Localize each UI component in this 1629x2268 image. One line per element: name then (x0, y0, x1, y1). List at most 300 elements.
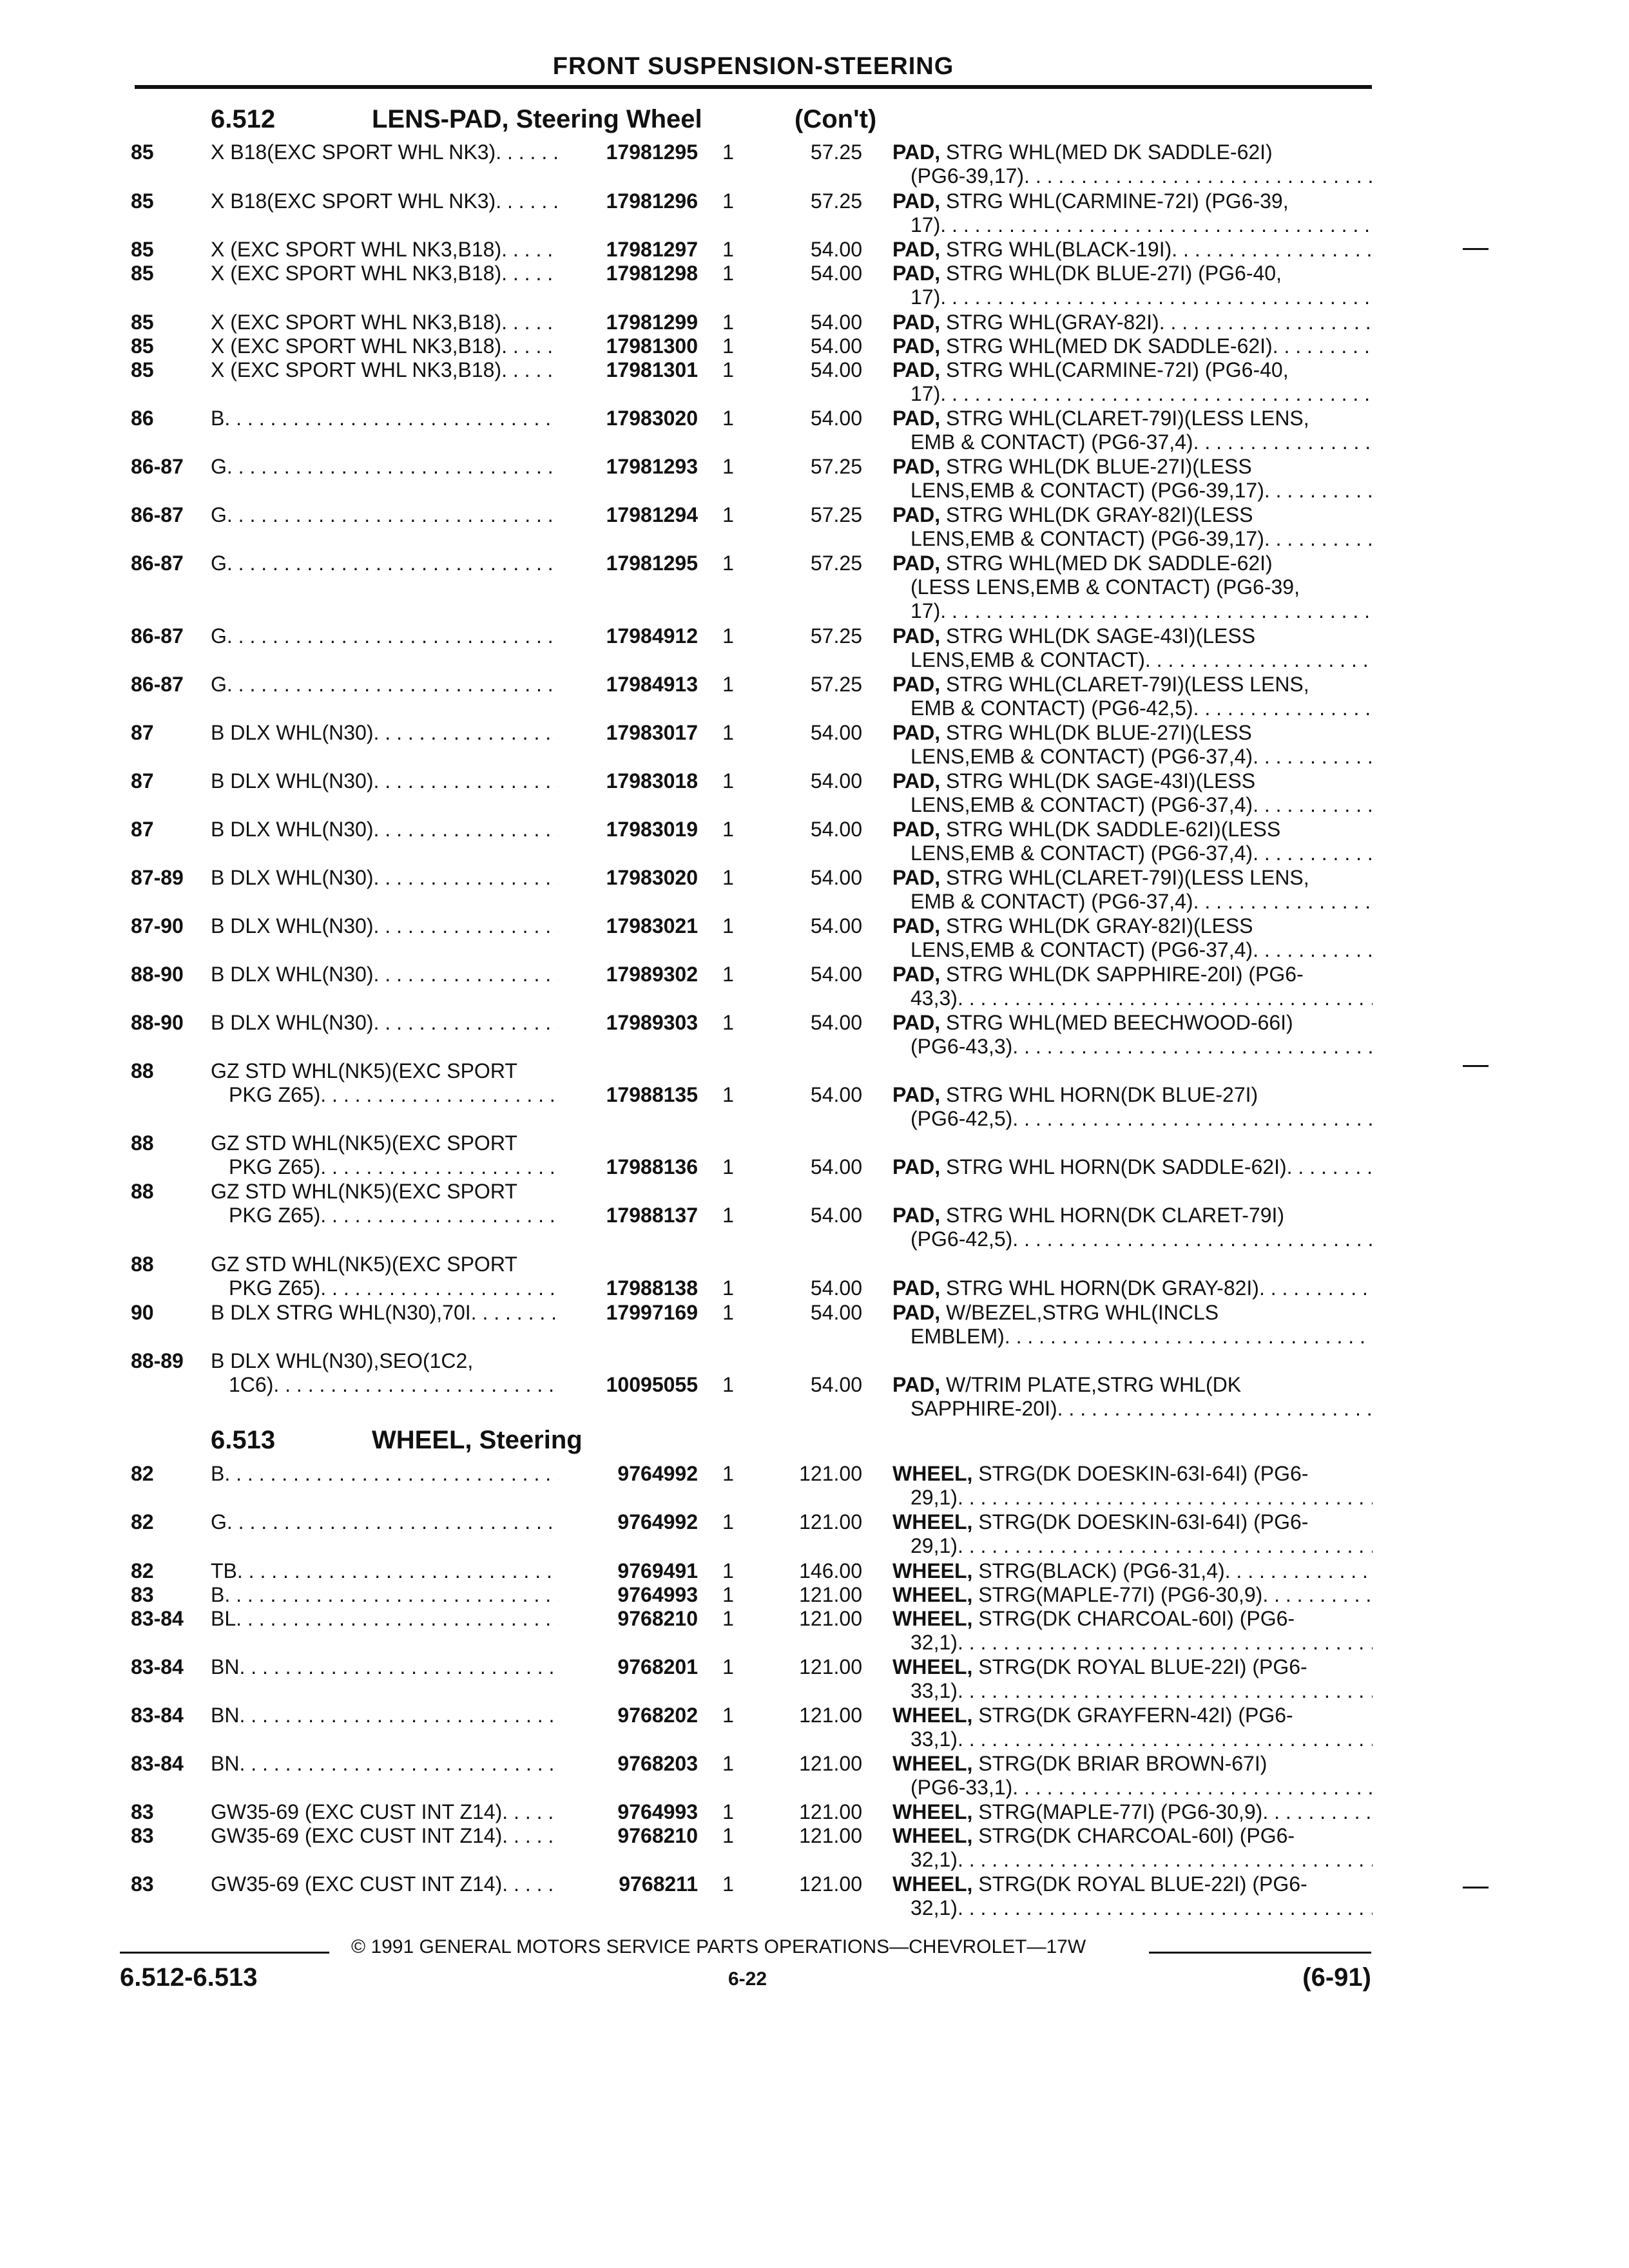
part-noun: PAD, (892, 1204, 941, 1227)
part-name-text: LENS,EMB & CONTACT) (PG6-39,17) (911, 527, 1264, 550)
usage-description (211, 818, 559, 841)
part-number: 9764992 (617, 1462, 698, 1485)
part-number: 17989302 (606, 963, 698, 986)
part-name-text: LENS,EMB & CONTACT) (PG6-37,4) (911, 745, 1253, 768)
dot-leader (501, 334, 559, 358)
part-name-text: PAD, STRG WHL(CLARET-79I)(LESS LENS, (892, 866, 1309, 889)
quantity: 1 (722, 624, 734, 648)
usage-description (211, 1349, 559, 1397)
part-noun: PAD, (892, 552, 941, 575)
dot-leader (940, 213, 1373, 237)
usage-description (211, 1559, 559, 1583)
usage-text: GZ STD WHL(NK5)(EXC SPORT (211, 1059, 517, 1082)
part-name-text: PAD, STRG WHL(MED DK SADDLE-62I) (892, 140, 1273, 164)
usage-description (211, 1253, 559, 1300)
margin-tick (1463, 1887, 1489, 1888)
part-name-text: 32,1) (911, 1896, 958, 1919)
part-name (892, 238, 1373, 262)
part-name-text: PAD, STRG WHL(DK SAPPHIRE-20I) (PG6- (892, 963, 1304, 986)
art-number: 83 (131, 1824, 154, 1847)
dot-leader (320, 1276, 559, 1300)
art-number: 88 (131, 1131, 154, 1155)
part-name (892, 503, 1373, 551)
quantity: 1 (722, 963, 734, 986)
part-noun: WHEEL, (892, 1824, 973, 1847)
art-number: 86-87 (131, 673, 184, 696)
part-name (892, 455, 1373, 503)
dot-leader (502, 1800, 559, 1824)
part-name-text: PAD, STRG WHL(MED DK SADDLE-62I) (892, 552, 1273, 575)
dot-leader (374, 1011, 559, 1035)
price: 121.00 (799, 1704, 862, 1727)
quantity: 1 (722, 1872, 734, 1896)
usage-description (211, 552, 559, 575)
part-name-text: LENS,EMB & CONTACT) (PG6-39,17) (911, 479, 1264, 502)
usage-text: X (EXC SPORT WHL NK3,B18) (211, 238, 502, 261)
dot-leader (227, 624, 559, 648)
part-number: 9768203 (617, 1752, 698, 1775)
usage-description (211, 721, 559, 745)
part-noun: WHEEL, (892, 1462, 973, 1485)
dot-leader (958, 1848, 1373, 1872)
usage-text: B (211, 1583, 225, 1606)
dot-leader (1253, 745, 1373, 769)
price: 54.00 (810, 721, 862, 744)
art-number: 88 (131, 1180, 154, 1203)
part-number: 17997169 (606, 1301, 698, 1324)
dot-leader (236, 1607, 559, 1631)
part-number: 17981300 (606, 334, 698, 358)
part-noun: PAD, (892, 311, 941, 334)
part-number: 9768201 (617, 1655, 698, 1678)
quantity: 1 (722, 1800, 734, 1823)
dot-leader (1193, 430, 1373, 454)
usage-text: G (211, 624, 227, 648)
price: 54.00 (810, 1276, 862, 1300)
quantity: 1 (722, 914, 734, 937)
usage-text: B DLX WHL(N30) (211, 914, 374, 937)
usage-text: GZ STD WHL(NK5)(EXC SPORT (211, 1180, 517, 1203)
section-title: LENS-PAD, Steering Wheel (372, 105, 702, 133)
art-number: 87-90 (131, 914, 184, 937)
art-number: 83 (131, 1583, 154, 1606)
part-name-text: WHEEL, STRG(DK CHARCOAL-60I) (PG6- (892, 1607, 1295, 1630)
dot-leader (320, 1083, 559, 1107)
quantity: 1 (722, 673, 734, 696)
usage-text: X (EXC SPORT WHL NK3,B18) (211, 334, 502, 358)
part-noun: WHEEL, (892, 1704, 973, 1727)
part-name-text: EMB & CONTACT) (PG6-37,4) (911, 890, 1193, 913)
part-name-text: 32,1) (911, 1631, 958, 1654)
dot-leader (374, 818, 559, 841)
art-number: 85 (131, 262, 154, 285)
part-name (892, 1204, 1373, 1251)
part-name (892, 262, 1373, 309)
part-name-text: PAD, STRG WHL(DK SAGE-43I)(LESS (892, 624, 1256, 648)
usage-description (211, 238, 559, 262)
part-noun: PAD, (892, 721, 941, 744)
section-number: 6.512 (211, 105, 276, 133)
part-noun: WHEEL, (892, 1752, 973, 1775)
part-name-text: PAD, STRG WHL(DK BLUE-27I) (PG6-40, (892, 262, 1282, 285)
part-noun: PAD, (892, 407, 941, 430)
dot-leader (1273, 334, 1373, 358)
art-number: 83-84 (131, 1704, 184, 1727)
part-name (892, 624, 1373, 672)
part-number: 17981295 (606, 552, 698, 575)
usage-text: BL (211, 1607, 236, 1630)
continued-label: (Con't) (795, 105, 877, 133)
part-name (892, 311, 1373, 334)
part-number: 9768210 (617, 1824, 698, 1847)
part-noun: WHEEL, (892, 1583, 973, 1606)
part-number: 17983018 (606, 769, 698, 793)
price: 57.25 (810, 189, 862, 213)
art-number: 87 (131, 769, 154, 793)
part-name-text: LENS,EMB & CONTACT) (911, 648, 1145, 671)
usage-description (211, 1607, 559, 1631)
part-noun: PAD, (892, 1373, 941, 1396)
price: 54.00 (810, 262, 862, 285)
part-name (892, 866, 1373, 914)
part-number: 10095055 (606, 1373, 698, 1396)
part-name-text: 29,1) (911, 1486, 958, 1509)
part-name-text: PAD, STRG WHL(DK BLUE-27I)(LESS (892, 455, 1252, 478)
dot-leader (940, 599, 1373, 623)
usage-description (211, 1655, 559, 1679)
part-number: 9764993 (617, 1583, 698, 1606)
usage-text: G (211, 552, 227, 575)
price: 54.00 (810, 818, 862, 841)
dot-leader (958, 1486, 1373, 1510)
part-name-text: PAD, STRG WHL(CLARET-79I)(LESS LENS, (892, 407, 1309, 430)
quantity: 1 (722, 1510, 734, 1533)
dot-leader (1262, 1583, 1373, 1607)
dot-leader (958, 1679, 1373, 1703)
dot-leader (502, 1824, 559, 1848)
part-name-text: LENS,EMB & CONTACT) (PG6-37,4) (911, 793, 1253, 816)
part-name (892, 1083, 1373, 1131)
usage-description (211, 1180, 559, 1227)
quantity: 1 (722, 1276, 734, 1300)
part-name-text: 33,1) (911, 1727, 958, 1751)
price: 57.25 (810, 455, 862, 478)
usage-description (211, 1131, 559, 1179)
dot-leader (227, 1510, 559, 1534)
price: 121.00 (799, 1752, 862, 1775)
part-name-text: PAD, W/TRIM PLATE,STRG WHL(DK (892, 1373, 1242, 1396)
dot-leader (496, 189, 559, 213)
art-number: 86-87 (131, 455, 184, 478)
art-number: 87-89 (131, 866, 184, 889)
dot-leader (940, 382, 1373, 406)
usage-text: B (211, 1462, 225, 1485)
dot-leader (1193, 890, 1373, 914)
dot-leader (1159, 311, 1373, 334)
usage-description (211, 358, 559, 382)
part-name (892, 1655, 1373, 1703)
dot-leader (224, 1462, 559, 1486)
quantity: 1 (722, 866, 734, 889)
part-name-text: WHEEL, STRG(DK BRIAR BROWN-67I) (892, 1752, 1268, 1775)
part-name (892, 721, 1373, 769)
part-number: 17981295 (606, 140, 698, 164)
part-name (892, 1301, 1373, 1349)
part-name (892, 769, 1373, 817)
usage-description (211, 1583, 559, 1607)
usage-text: PKG Z65) (229, 1083, 321, 1106)
part-name-text: PAD, W/BEZEL,STRG WHL(INCLS (892, 1301, 1219, 1324)
usage-text: 1C6) (229, 1373, 274, 1396)
art-number: 83 (131, 1872, 154, 1896)
part-name-text: PAD, STRG WHL(MED BEECHWOOD-66I) (892, 1011, 1293, 1034)
part-name (892, 1559, 1373, 1583)
part-number: 9764993 (617, 1800, 698, 1823)
part-name-text: WHEEL, STRG(DK ROYAL BLUE-22I) (PG6- (892, 1655, 1307, 1678)
part-name (892, 189, 1373, 237)
quantity: 1 (722, 262, 734, 285)
quantity: 1 (722, 552, 734, 575)
art-number: 88-90 (131, 1011, 184, 1034)
quantity: 1 (722, 818, 734, 841)
usage-description (211, 189, 559, 213)
footer-page-number: 6-22 (728, 1968, 767, 1990)
usage-text: B DLX WHL(N30) (211, 721, 374, 744)
part-name (892, 1800, 1373, 1824)
page-title: FRONT SUSPENSION-STEERING (552, 53, 954, 80)
dot-leader (227, 455, 559, 479)
part-number: 17981299 (606, 311, 698, 334)
price: 54.00 (810, 1083, 862, 1106)
part-noun: WHEEL, (892, 1800, 973, 1823)
part-number: 17983017 (606, 721, 698, 744)
usage-text: B DLX STRG WHL(N30),70I (211, 1301, 471, 1324)
dot-leader (1012, 1107, 1373, 1131)
quantity: 1 (722, 1607, 734, 1630)
art-number: 82 (131, 1510, 154, 1533)
footer-rule (1149, 1952, 1371, 1954)
usage-text: BN (211, 1704, 240, 1727)
usage-text: GZ STD WHL(NK5)(EXC SPORT (211, 1131, 517, 1155)
part-name-text: WHEEL, STRG(MAPLE-77I) (PG6-30,9) (892, 1583, 1263, 1606)
quantity: 1 (722, 1011, 734, 1034)
usage-description (211, 1462, 559, 1486)
margin-tick (1463, 248, 1489, 250)
part-name-text: PAD, STRG WHL(MED DK SADDLE-62I) (892, 334, 1273, 358)
quantity: 1 (722, 407, 734, 430)
part-number: 17988137 (606, 1204, 698, 1227)
dot-leader (502, 1872, 559, 1896)
part-name-text: (PG6-42,5) (911, 1107, 1013, 1130)
part-noun: PAD, (892, 914, 941, 937)
art-number: 90 (131, 1301, 154, 1324)
usage-text: BN (211, 1752, 240, 1775)
part-number: 17988136 (606, 1155, 698, 1178)
part-name (892, 963, 1373, 1010)
part-name (892, 673, 1373, 720)
usage-text: X (EXC SPORT WHL NK3,B18) (211, 262, 502, 285)
usage-text: X (EXC SPORT WHL NK3,B18) (211, 311, 502, 334)
price: 54.00 (810, 358, 862, 381)
part-number: 17988138 (606, 1276, 698, 1300)
price: 121.00 (799, 1800, 862, 1823)
price: 57.25 (810, 552, 862, 575)
part-name-text: 32,1) (911, 1848, 958, 1871)
part-name-text: PAD, STRG WHL(CARMINE-72I) (PG6-39, (892, 189, 1289, 213)
usage-text: X B18(EXC SPORT WHL NK3) (211, 140, 496, 164)
dot-leader (501, 358, 559, 382)
usage-description (211, 1059, 559, 1107)
part-number: 17981296 (606, 189, 698, 213)
part-name (892, 1462, 1373, 1510)
dot-leader (374, 721, 559, 745)
dot-leader (224, 1583, 559, 1607)
usage-description (211, 1824, 559, 1848)
usage-text: B DLX WHL(N30) (211, 818, 374, 841)
art-number: 88-90 (131, 963, 184, 986)
part-name-text: PAD, STRG WHL(DK GRAY-82I)(LESS (892, 914, 1253, 937)
part-name-text: 33,1) (911, 1679, 958, 1702)
usage-description (211, 455, 559, 479)
part-name-text: PAD, STRG WHL(DK GRAY-82I)(LESS (892, 503, 1253, 526)
art-number: 88-89 (131, 1349, 184, 1372)
usage-text: B DLX WHL(N30) (211, 963, 374, 986)
price: 121.00 (799, 1462, 862, 1485)
part-name (892, 407, 1373, 454)
art-number: 85 (131, 140, 154, 164)
price: 54.00 (810, 1373, 862, 1396)
part-noun: PAD, (892, 358, 941, 381)
usage-text: B DLX WHL(N30) (211, 769, 374, 793)
part-noun: WHEEL, (892, 1559, 973, 1582)
quantity: 1 (722, 140, 734, 164)
art-number: 86-87 (131, 503, 184, 526)
art-number: 85 (131, 189, 154, 213)
part-name-text: (LESS LENS,EMB & CONTACT) (PG6-39, (911, 575, 1300, 599)
usage-description (211, 1752, 559, 1776)
dot-leader (1145, 648, 1373, 672)
usage-text: G (211, 1510, 227, 1533)
usage-description (211, 311, 559, 334)
part-name-text: WHEEL, STRG(DK DOESKIN-63I-64I) (PG6- (892, 1462, 1309, 1485)
part-name-text: (PG6-43,3) (911, 1035, 1013, 1058)
usage-text: G (211, 503, 227, 526)
quantity: 1 (722, 1559, 734, 1582)
part-number: 9768210 (617, 1607, 698, 1630)
part-name (892, 334, 1373, 358)
part-noun: PAD, (892, 769, 941, 793)
part-noun: PAD, (892, 1011, 941, 1034)
dot-leader (227, 552, 559, 575)
part-name (892, 1752, 1373, 1800)
dot-leader (320, 1155, 559, 1179)
part-name-text: (PG6-39,17) (911, 164, 1025, 187)
part-name (892, 1607, 1373, 1655)
quantity: 1 (722, 1583, 734, 1606)
art-number: 86 (131, 407, 154, 430)
part-name-text: PAD, STRG WHL HORN(DK BLUE-27I) (892, 1083, 1258, 1106)
part-name-text: 17) (911, 599, 941, 622)
part-noun: PAD, (892, 818, 941, 841)
part-number: 17983020 (606, 407, 698, 430)
art-number: 85 (131, 238, 154, 261)
dot-leader (239, 1655, 559, 1679)
usage-description (211, 503, 559, 527)
price: 54.00 (810, 866, 862, 889)
quantity: 1 (722, 1704, 734, 1727)
usage-text: B DLX WHL(N30),SEO(1C2, (211, 1349, 474, 1372)
part-noun: PAD, (892, 866, 941, 889)
footer-rule (120, 1952, 329, 1954)
price: 57.25 (810, 503, 862, 526)
quantity: 1 (722, 1824, 734, 1847)
price: 57.25 (810, 673, 862, 696)
usage-description (211, 140, 559, 164)
dot-leader (227, 503, 559, 527)
quantity: 1 (722, 334, 734, 358)
part-number: 9769491 (617, 1559, 698, 1582)
dot-leader (374, 914, 559, 938)
quantity: 1 (722, 455, 734, 478)
part-noun: WHEEL, (892, 1872, 973, 1896)
part-number: 17981301 (606, 358, 698, 381)
dot-leader (1264, 479, 1373, 503)
dot-leader (1057, 1397, 1373, 1421)
part-number: 17983020 (606, 866, 698, 889)
quantity: 1 (722, 1655, 734, 1678)
art-number: 82 (131, 1462, 154, 1485)
part-number: 9764992 (617, 1510, 698, 1533)
dot-leader (273, 1373, 559, 1397)
dot-leader (1012, 1227, 1373, 1251)
part-number: 9768202 (617, 1704, 698, 1727)
price: 54.00 (810, 1301, 862, 1324)
part-name-text: WHEEL, STRG(DK ROYAL BLUE-22I) (PG6- (892, 1872, 1307, 1896)
dot-leader (374, 866, 559, 890)
part-number: 17983019 (606, 818, 698, 841)
usage-text: B DLX WHL(N30) (211, 866, 374, 889)
section-heading-6-513 (211, 1426, 583, 1455)
usage-text: PKG Z65) (229, 1155, 321, 1178)
quantity: 1 (722, 1204, 734, 1227)
part-name (892, 1510, 1373, 1558)
dot-leader (1253, 841, 1373, 865)
usage-description (211, 334, 559, 358)
price: 121.00 (799, 1583, 862, 1606)
quantity: 1 (722, 1752, 734, 1775)
price: 121.00 (799, 1655, 862, 1678)
usage-text: X B18(EXC SPORT WHL NK3) (211, 189, 496, 213)
dot-leader (1253, 938, 1373, 962)
price: 54.00 (810, 1011, 862, 1034)
part-noun: PAD, (892, 1155, 941, 1178)
quantity: 1 (722, 721, 734, 744)
part-noun: PAD, (892, 1083, 941, 1106)
price: 54.00 (810, 914, 862, 937)
part-name-text: 43,3) (911, 986, 958, 1010)
usage-text: PKG Z65) (229, 1204, 321, 1227)
quantity: 1 (722, 1155, 734, 1178)
part-name-text: PAD, STRG WHL(DK BLUE-27I)(LESS (892, 721, 1252, 744)
part-noun: WHEEL, (892, 1510, 973, 1533)
art-number: 82 (131, 1559, 154, 1582)
dot-leader (501, 238, 559, 262)
part-number: 17989303 (606, 1011, 698, 1034)
art-number: 83-84 (131, 1752, 184, 1775)
quantity: 1 (722, 311, 734, 334)
dot-leader (374, 769, 559, 793)
art-number: 83-84 (131, 1607, 184, 1630)
